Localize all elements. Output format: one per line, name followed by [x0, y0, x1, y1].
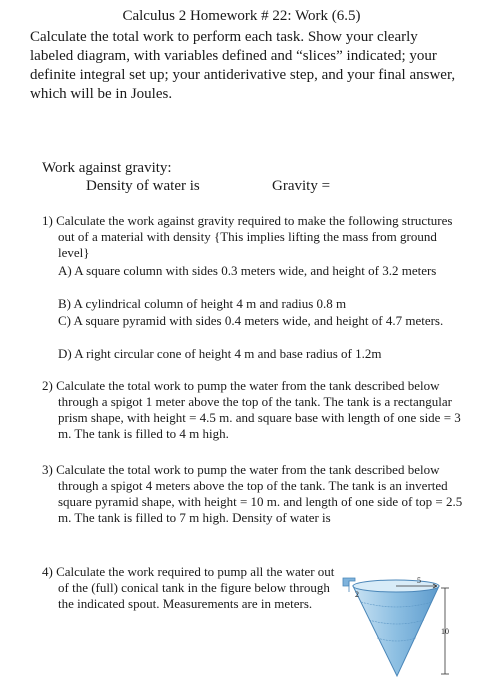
spout-label: 2 — [355, 590, 359, 599]
problem-1a: A) A square column with sides 0.3 meters wide, and height of 3.2 meters — [58, 263, 437, 278]
problem-1b: B) A cylindrical column of height 4 m and radius 0.8 m — [58, 296, 347, 311]
instructions-paragraph: Calculate the total work to perform each task. Show your clearly labeled diagram, with variables defined and “slices” indicated; your definite integral set up; your antiderivative step, and your final answer, which will be in Joules. — [30, 29, 456, 102]
density-label: Density of water is — [86, 178, 200, 194]
problem-1c: C) A square pyramid with sides 0.4 meters wide, and height of 4.7 meters. — [58, 313, 444, 328]
page-title: Calculus 2 Homework # 22: Work (6.5) — [122, 8, 361, 24]
problem-3-text: 3) Calculate the total work to pump the water from the tank described below through a spigot 4 meters above the top of the tank. The tank is an inverted square pyramid shape, with height = 10 m. and length of one side of top = 2.5 m. The tank is filled to 7 m high. Density of water is — [42, 462, 463, 525]
problem-1-text: 1) Calculate the work against gravity required to make the following structures out of a material with density {This implies lifting the mass from ground level} — [42, 213, 453, 260]
cone-body — [353, 586, 439, 676]
problem-4-text: 4) Calculate the work required to pump all the water out of the (full) conical tank in the figure below through the indicated spout. Measurements are in meters. — [42, 564, 335, 611]
gravity-section-heading: Work against gravity: — [42, 160, 172, 176]
problem-2-text: 2) Calculate the total work to pump the water from the tank described below through a spigot 1 meter above the top of the tank. The tank is a rectangular prism shape, with height = 4.5 m. and square base with length of one side = 3 m. The tank is filled to 4 m high. — [42, 378, 461, 441]
gravity-label: Gravity = — [272, 178, 331, 194]
conical-tank-figure — [333, 572, 463, 684]
height-label: 10 — [441, 627, 449, 636]
radius-label: 5 — [417, 576, 421, 585]
problem-1d: D) A right circular cone of height 4 m and base radius of 1.2m — [58, 346, 382, 361]
